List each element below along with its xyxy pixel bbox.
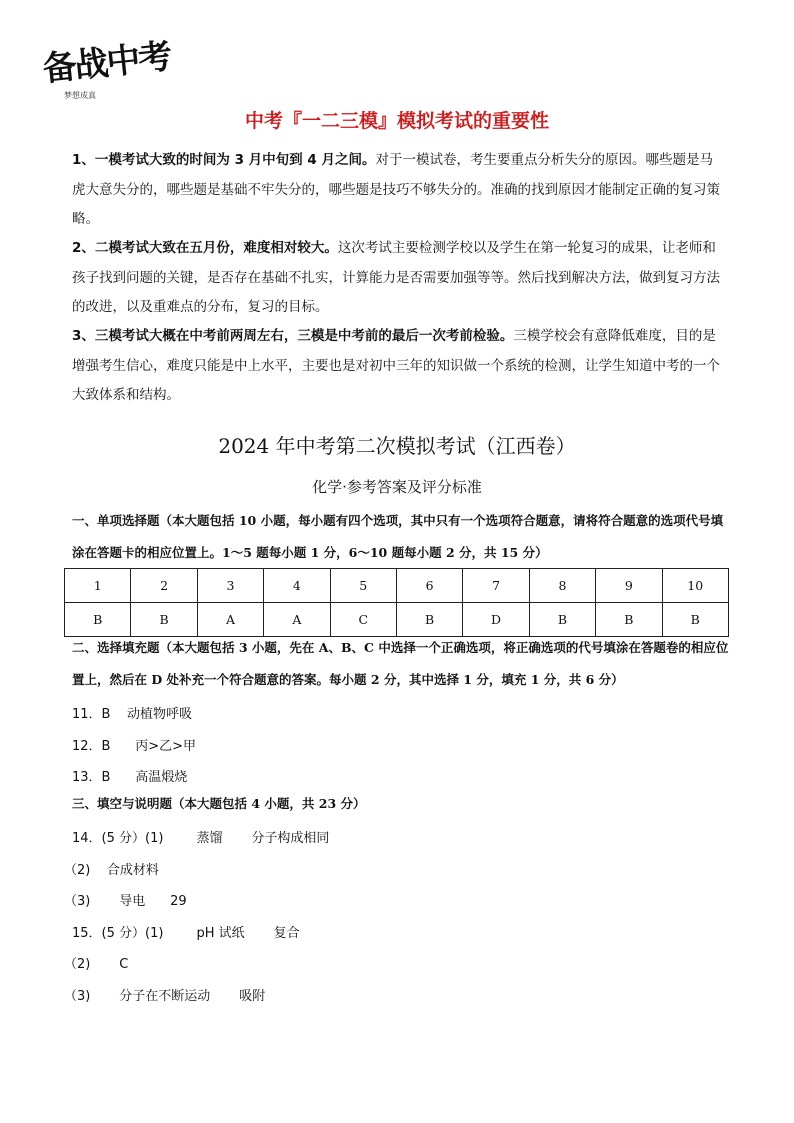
paragraph-1-lead: 1、一模考试大致的时间为 3 月中旬到 4 月之间。 — [72, 152, 376, 168]
answer-cell: A — [264, 603, 330, 637]
answer-table-number-row — [65, 569, 729, 603]
question-number: 4 — [264, 569, 330, 603]
answer-line-14-1: 14．(5 分）(1) 蒸馏 分子构成相同 — [72, 831, 330, 846]
question-number: 6 — [396, 569, 462, 603]
section-1-heading: 一、单项选择题（本大题包括 10 小题，每小题有四个选项，其中只有一个选项符合题意，请将符合题意的选项代号填涂在答题卡的相应位置上。1～5 题每小题 1 分，6～10 题每小题 2 分，共 15 分） — [72, 513, 724, 560]
page-title: 中考『一二三模』模拟考试的重要性 — [244, 110, 549, 132]
answer-cell: B — [662, 603, 728, 637]
paragraph-2-lead: 2、二模考试大致在五月份，难度相对较大。 — [72, 240, 338, 256]
answer-cell: B — [65, 603, 131, 637]
section-3-heading: 三、填空与说明题（本大题包括 4 小题，共 23 分） — [72, 796, 366, 811]
answer-line-14-3: （3) 导电 29 — [64, 894, 187, 909]
answer-line-15-3: （3) 分子在不断运动 吸附 — [64, 989, 266, 1004]
paragraph-1 — [72, 146, 722, 235]
answer-cell: A — [197, 603, 263, 637]
answer-line-15-1: 15．(5 分）(1) pH 试纸 复合 — [72, 926, 300, 941]
paragraph-3 — [72, 322, 722, 411]
answer-line-14-2: （2) 合成材料 — [64, 863, 159, 878]
answer-cell: B — [596, 603, 662, 637]
answer-cell: C — [330, 603, 396, 637]
question-number: 5 — [330, 569, 396, 603]
paragraph-2-body: 这次考试主要检测学校以及学生在第一轮复习的成果，让老师和孩子找到问题的关键，是否存在基础不扎实，计算能力是否需要加强等等。然后找到解决方法，做到复习方法的改进，以及重难点的分布，复习的目标。 — [72, 240, 720, 315]
answer-line-11: 11．B 动植物呼吸 — [72, 707, 192, 722]
answer-line-13: 13．B 高温煅烧 — [72, 770, 188, 785]
paragraph-3-body: 三模学校会有意降低难度，目的是增强考生信心，难度只能是中上水平，主要也是对初中三年的知识做一个系统的检测，让学生知道中考的一个大致体系和结构。 — [72, 328, 720, 403]
paragraph-3-lead: 3、三模考试大概在中考前两周左右，三模是中考前的最后一次考前检验。 — [72, 328, 514, 344]
logo — [40, 36, 200, 112]
question-number: 8 — [529, 569, 595, 603]
answer-line-15-2: （2) C — [64, 957, 129, 972]
exam-subtitle: 化学·参考答案及评分标准 — [312, 478, 482, 496]
paragraph-2 — [72, 234, 722, 323]
answer-cell: B — [131, 603, 197, 637]
answer-line-12: 12．B 丙>乙>甲 — [72, 739, 197, 754]
exam-title: 2024 年中考第二次模拟考试（江西卷） — [218, 434, 576, 458]
answer-cell: B — [396, 603, 462, 637]
question-number: 10 — [662, 569, 728, 603]
logo-text: 备战中考 — [40, 36, 173, 90]
answer-cell: B — [529, 603, 595, 637]
answer-cell: D — [463, 603, 529, 637]
answer-table — [64, 568, 729, 637]
logo-subtext: 梦想成真 — [64, 91, 96, 100]
question-number: 7 — [463, 569, 529, 603]
question-number: 3 — [197, 569, 263, 603]
section-2-heading: 二、选择填充题（本大题包括 3 小题，先在 A、B、C 中选择一个正确选项，将正确选项的代号填涂在答题卷的相应位置上，然后在 D 处补充一个符合题意的答案。每小题 2 分，其中选择 1 分，填充 1 分，共 6 分） — [72, 640, 729, 687]
question-number: 2 — [131, 569, 197, 603]
question-number: 9 — [596, 569, 662, 603]
question-number: 1 — [65, 569, 131, 603]
paragraph-1-body: 对于一模试卷，考生要重点分析失分的原因。哪些题是马虎大意失分的，哪些题是基础不牢失分的，哪些题是技巧不够失分的。准确的找到原因才能制定正确的复习策略。 — [72, 152, 720, 227]
